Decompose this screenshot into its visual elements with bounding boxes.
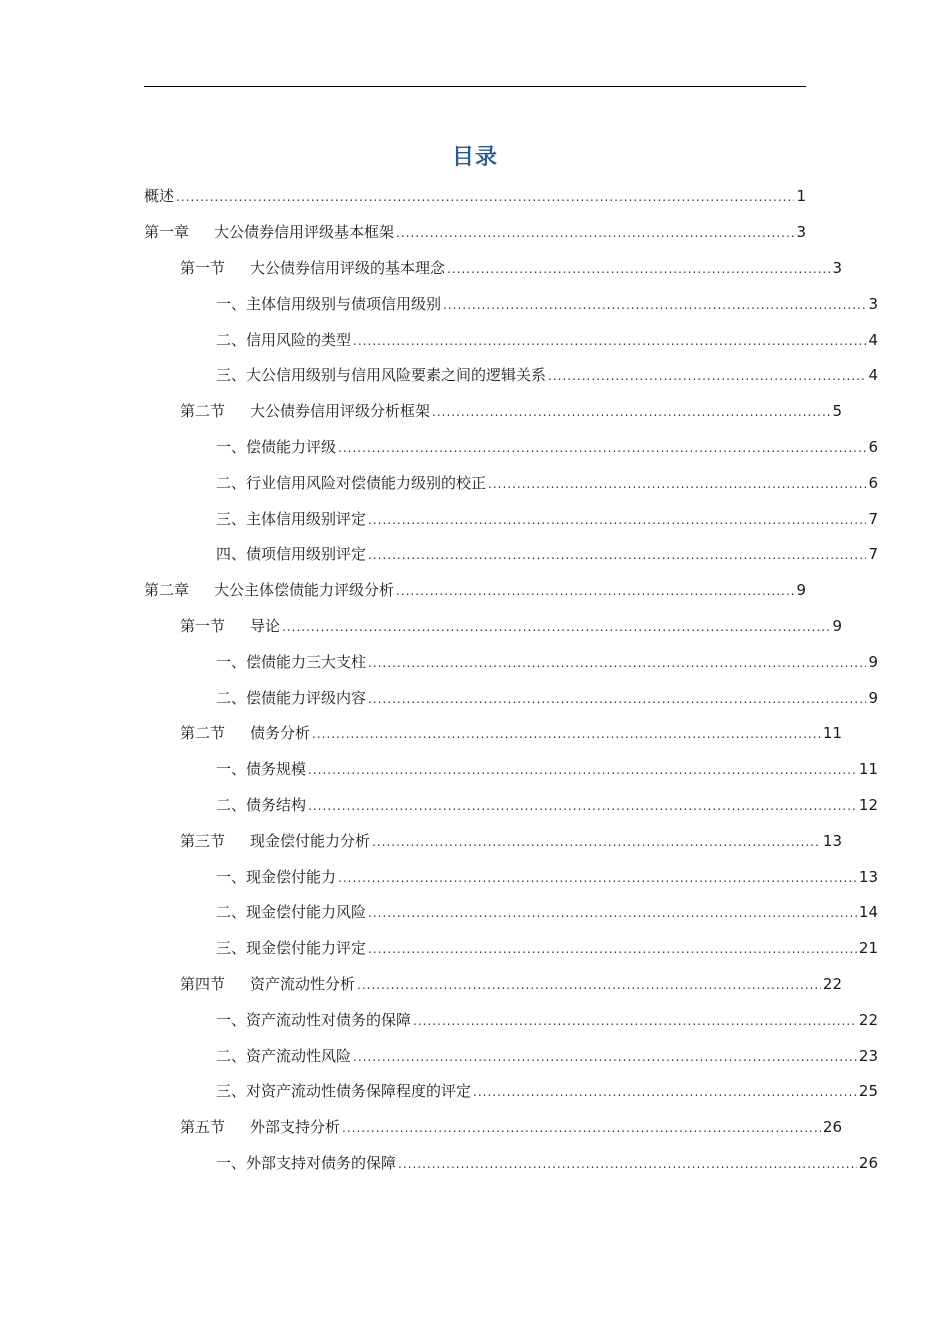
toc-leader-dots — [398, 1157, 857, 1171]
toc-page-number: 23 — [858, 1046, 878, 1065]
toc-entry-line — [144, 687, 878, 708]
toc-entry-label: 第一节 — [180, 616, 226, 635]
toc-entry-line — [144, 293, 878, 314]
toc-entry[interactable] — [144, 608, 842, 644]
toc-page-number: 9 — [796, 581, 806, 600]
toc-entry-line — [144, 1152, 878, 1173]
toc-leader-dots — [368, 692, 866, 706]
toc-leader-dots — [368, 548, 866, 562]
toc-leader-dots — [447, 262, 830, 276]
toc-leader-dots — [357, 978, 821, 992]
toc-entry-line — [144, 436, 878, 457]
toc-entry-title: 三、主体信用级别评定 — [216, 509, 367, 528]
toc-entry-title: 二、行业信用风险对偿债能力级别的校正 — [216, 473, 487, 492]
toc-entry[interactable] — [144, 536, 878, 572]
toc-leader-dots — [338, 871, 857, 885]
toc-entry-line — [144, 758, 878, 779]
toc-page-number: 7 — [868, 545, 878, 564]
toc-page-number: 4 — [868, 330, 878, 349]
toc-entry-title: 一、偿债能力评级 — [216, 437, 337, 456]
toc-entry[interactable] — [144, 250, 842, 286]
toc-entry-title: 概述 — [144, 187, 175, 206]
toc-entry[interactable] — [144, 321, 878, 357]
toc-page-number: 1 — [796, 187, 806, 206]
toc-leader-dots — [342, 1121, 821, 1135]
toc-page-number: 11 — [822, 724, 842, 743]
toc-entry[interactable] — [144, 1073, 878, 1109]
toc-leader-dots — [308, 763, 857, 777]
toc-entry-line — [144, 1045, 878, 1066]
toc-entry-title: 二、资产流动性风险 — [216, 1046, 352, 1065]
toc-entry[interactable] — [144, 679, 878, 715]
header-rule — [144, 86, 806, 87]
toc-entry-line — [144, 722, 842, 743]
toc-entry-label: 第二节 — [180, 402, 226, 421]
toc-page-number: 12 — [858, 795, 878, 814]
toc-entry-title: 现金偿付能力分析 — [250, 831, 371, 850]
toc-entry-title: 大公债券信用评级基本框架 — [214, 223, 395, 242]
toc-entry-line — [144, 400, 842, 421]
toc-leader-dots — [308, 799, 857, 813]
toc-page-number: 25 — [858, 1082, 878, 1101]
toc-entry-label: 第五节 — [180, 1118, 226, 1137]
toc-entry[interactable] — [144, 643, 878, 679]
toc-entry-title: 一、债务规模 — [216, 760, 307, 779]
toc-page-number: 13 — [858, 867, 878, 886]
toc-leader-dots — [548, 369, 866, 383]
toc-page-number: 3 — [868, 294, 878, 313]
toc-entry-title: 一、主体信用级别与债项信用级别 — [216, 294, 442, 313]
toc-entry[interactable] — [144, 715, 842, 751]
toc-page-number: 6 — [868, 473, 878, 492]
toc-entry-line — [144, 866, 878, 887]
toc-entry[interactable] — [144, 285, 878, 321]
toc-entry-label: 第二节 — [180, 724, 226, 743]
toc-leader-dots — [473, 1085, 857, 1099]
toc-entry-title: 四、债项信用级别评定 — [216, 545, 367, 564]
toc-entry-line — [144, 830, 842, 851]
toc-entry-title: 一、偿债能力三大支柱 — [216, 652, 367, 671]
toc-entry-title: 资产流动性分析 — [250, 974, 356, 993]
toc-entry-title: 二、信用风险的类型 — [216, 330, 352, 349]
toc-page-number: 9 — [868, 688, 878, 707]
toc-entry[interactable] — [144, 787, 878, 823]
toc-leader-dots — [368, 513, 866, 527]
toc-entry-title: 三、现金偿付能力评定 — [216, 939, 367, 958]
toc-entry-title: 二、现金偿付能力风险 — [216, 903, 367, 922]
toc-entry-line — [144, 257, 842, 278]
toc-leader-dots — [338, 441, 866, 455]
toc-entry-title: 二、债务结构 — [216, 795, 307, 814]
toc-leader-dots — [413, 1014, 857, 1028]
toc-entry-line — [144, 937, 878, 958]
toc-page-number: 9 — [832, 616, 842, 635]
toc-entry[interactable] — [144, 1037, 878, 1073]
toc-entry-line — [144, 329, 878, 350]
toc-entry[interactable] — [144, 1145, 878, 1181]
toc-page-number: 9 — [868, 652, 878, 671]
toc-leader-dots — [368, 906, 857, 920]
toc-page-number: 13 — [822, 831, 842, 850]
toc-entry[interactable] — [144, 357, 878, 393]
toc-leader-dots — [368, 656, 866, 670]
toc-entry-line — [144, 794, 878, 815]
toc-entry-title: 一、现金偿付能力 — [216, 867, 337, 886]
toc-entry[interactable] — [144, 858, 878, 894]
toc-page-number: 22 — [822, 974, 842, 993]
toc-entry-label: 第一节 — [180, 258, 226, 277]
toc-leader-dots — [282, 620, 830, 634]
toc-entry[interactable] — [144, 930, 878, 966]
toc-entry-line — [144, 901, 878, 922]
toc-entry-label: 第四节 — [180, 974, 226, 993]
toc-page-number: 5 — [832, 402, 842, 421]
toc-entry[interactable] — [144, 393, 842, 429]
toc-entry-line — [144, 221, 806, 242]
toc-leader-dots — [396, 226, 794, 240]
toc-page-number: 22 — [858, 1010, 878, 1029]
toc-leader-dots — [488, 477, 866, 491]
toc-entry-label: 第一章 — [144, 223, 190, 242]
toc-entry[interactable] — [144, 178, 806, 214]
toc-entry-line — [144, 973, 842, 994]
toc-entry-line — [144, 1080, 878, 1101]
toc-entry-line — [144, 508, 878, 529]
toc-entry-title: 三、对资产流动性债务保障程度的评定 — [216, 1082, 472, 1101]
toc-entry-line — [144, 615, 842, 636]
toc-entry-title: 三、大公信用级别与信用风险要素之间的逻辑关系 — [216, 366, 547, 385]
toc-entry[interactable] — [144, 1001, 878, 1037]
toc-entry-line — [144, 579, 806, 600]
toc-entry-title: 一、外部支持对债务的保障 — [216, 1153, 397, 1172]
toc-leader-dots — [312, 727, 821, 741]
toc-entry-title: 导论 — [250, 616, 281, 635]
toc-page-number: 3 — [796, 223, 806, 242]
toc-leader-dots — [176, 190, 794, 204]
toc-entry[interactable] — [144, 572, 806, 608]
toc-page-number: 21 — [858, 939, 878, 958]
toc-entry-line — [144, 543, 878, 564]
toc-title: 目录 — [451, 145, 498, 170]
toc-entry-title: 大公债券信用评级的基本理念 — [250, 258, 446, 277]
toc-leader-dots — [432, 405, 830, 419]
toc-entry-label: 第二章 — [144, 581, 190, 600]
toc-entry-title: 一、资产流动性对债务的保障 — [216, 1010, 412, 1029]
toc-page-number: 4 — [868, 366, 878, 385]
toc-entry[interactable] — [144, 429, 878, 465]
toc-entry[interactable] — [144, 214, 806, 250]
toc-leader-dots — [353, 1050, 857, 1064]
toc-entry-title: 大公主体偿债能力评级分析 — [214, 581, 395, 600]
toc-entry-title: 二、偿债能力评级内容 — [216, 688, 367, 707]
toc-page-number: 7 — [868, 509, 878, 528]
toc-page-number: 3 — [832, 258, 842, 277]
toc-page-number: 14 — [858, 903, 878, 922]
toc-entry[interactable] — [144, 822, 842, 858]
toc-entry[interactable] — [144, 751, 878, 787]
toc-entry[interactable] — [144, 1109, 842, 1145]
table-of-contents — [144, 178, 878, 1180]
toc-entry-line — [144, 1116, 842, 1137]
toc-entry[interactable] — [144, 966, 842, 1002]
toc-leader-dots — [443, 298, 866, 312]
toc-leader-dots — [372, 835, 821, 849]
toc-entry-title: 外部支持分析 — [250, 1118, 341, 1137]
toc-entry[interactable] — [144, 464, 878, 500]
toc-entry-line — [144, 364, 878, 385]
toc-leader-dots — [368, 942, 857, 956]
toc-entry-line — [144, 651, 878, 672]
toc-page-number: 6 — [868, 437, 878, 456]
toc-leader-dots — [353, 334, 866, 348]
toc-page-number: 26 — [822, 1118, 842, 1137]
toc-entry-title: 大公债券信用评级分析框架 — [250, 402, 431, 421]
toc-leader-dots — [396, 584, 794, 598]
toc-entry-line — [144, 1009, 878, 1030]
toc-entry-label: 第三节 — [180, 831, 226, 850]
toc-entry[interactable] — [144, 894, 878, 930]
toc-entry-line — [144, 472, 878, 493]
toc-entry-title: 债务分析 — [250, 724, 311, 743]
toc-entry[interactable] — [144, 500, 878, 536]
toc-page-number: 11 — [858, 760, 878, 779]
toc-entry-line — [144, 185, 806, 206]
toc-page-number: 26 — [858, 1153, 878, 1172]
